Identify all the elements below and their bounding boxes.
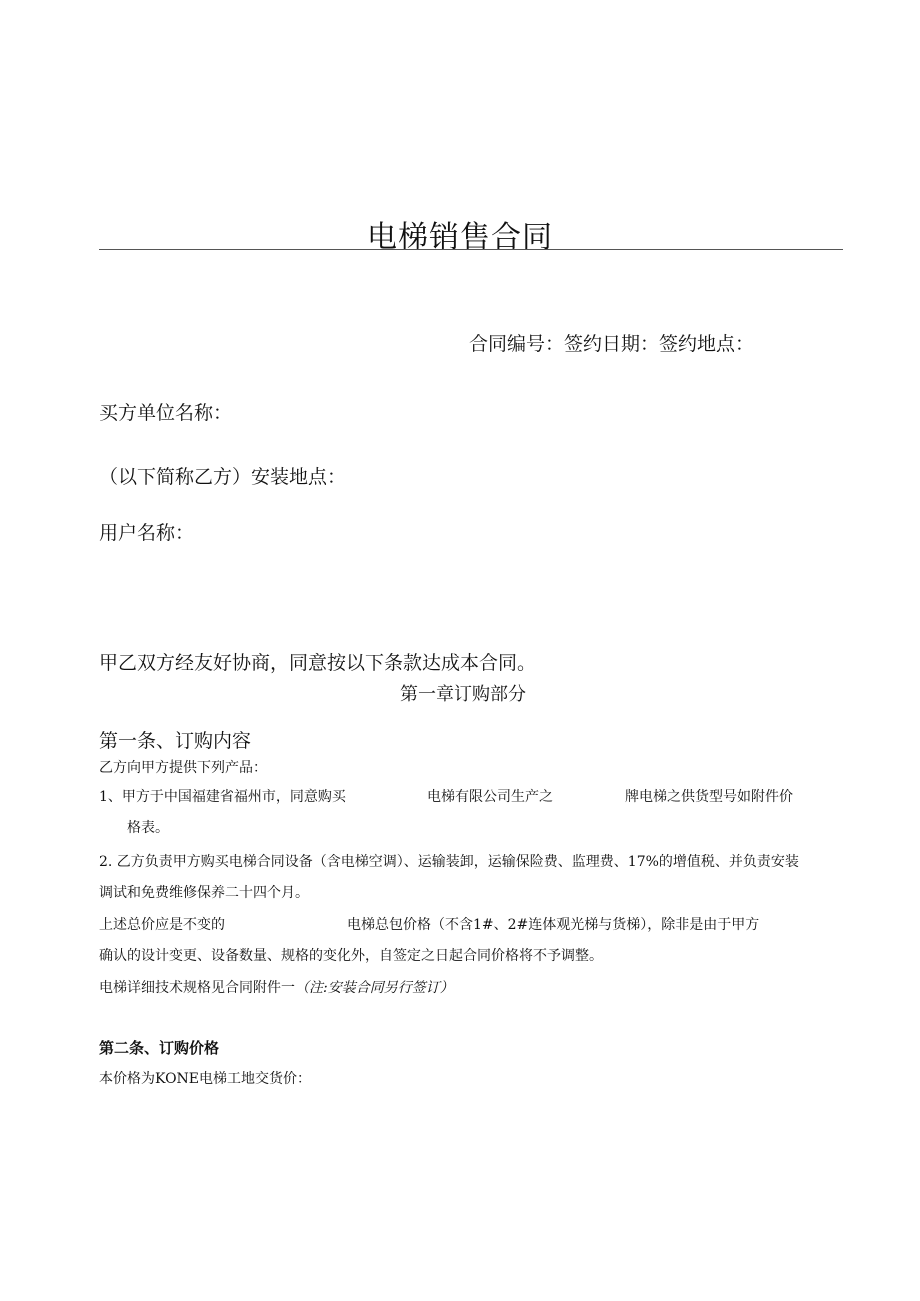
spec-reference-text: 电梯详细技术规格见合同附件一 [99, 980, 295, 996]
article1-item1-cont: 格表。 [127, 820, 169, 836]
article1-item1-part1: 1、甲方于中国福建省福州市，同意购买 [99, 789, 346, 805]
agreement-intro: 甲乙双方经友好协商，同意按以下条款达成本合同。 [99, 652, 537, 674]
user-name-label: 用户名称： [99, 522, 195, 544]
title-underline [99, 249, 843, 250]
article1-heading: 第一条、订购内容 [99, 730, 252, 752]
total-price-line2: 确认的设计变更、设备数量、规格的变化外，自签定之日起合同价格将不予调整。 [99, 948, 603, 964]
total-price-part1: 上述总价应是不变的 [99, 917, 225, 933]
article1-item2-line2: 调试和免费维修保养二十四个月。 [99, 885, 309, 901]
install-location-label: （以下简称乙方）安装地点： [99, 466, 347, 488]
contract-title: 电梯销售合同 [367, 220, 553, 255]
buyer-name-label: 买方单位名称： [99, 402, 233, 424]
spec-reference [99, 977, 454, 997]
article1-intro: 乙方向甲方提供下列产品： [99, 760, 267, 776]
total-price-part2: 电梯总包价格（不含1#、2#连体观光梯与货梯），除非是由于甲方 [347, 917, 760, 933]
chapter1-title: 第一章订购部分 [400, 684, 526, 705]
spec-reference-note: （注:安装合同另行签订） [295, 980, 454, 996]
article1-item1-part2: 电梯有限公司生产之 [427, 789, 553, 805]
article1-item1-part3: 牌电梯之供货型号如附件价 [625, 789, 793, 805]
article2-heading: 第二条、订购价格 [99, 1039, 220, 1057]
contract-meta-line: 合同编号：签约日期：签约地点： [469, 333, 755, 355]
article1-item2-line1: 2. 乙方负责甲方购买电梯合同设备（含电梯空调）、运输装卸，运输保险费、监理费、17%的增值税、并负责安装 [99, 854, 799, 870]
article2-text: 本价格为KONE电梯工地交货价： [99, 1071, 312, 1087]
